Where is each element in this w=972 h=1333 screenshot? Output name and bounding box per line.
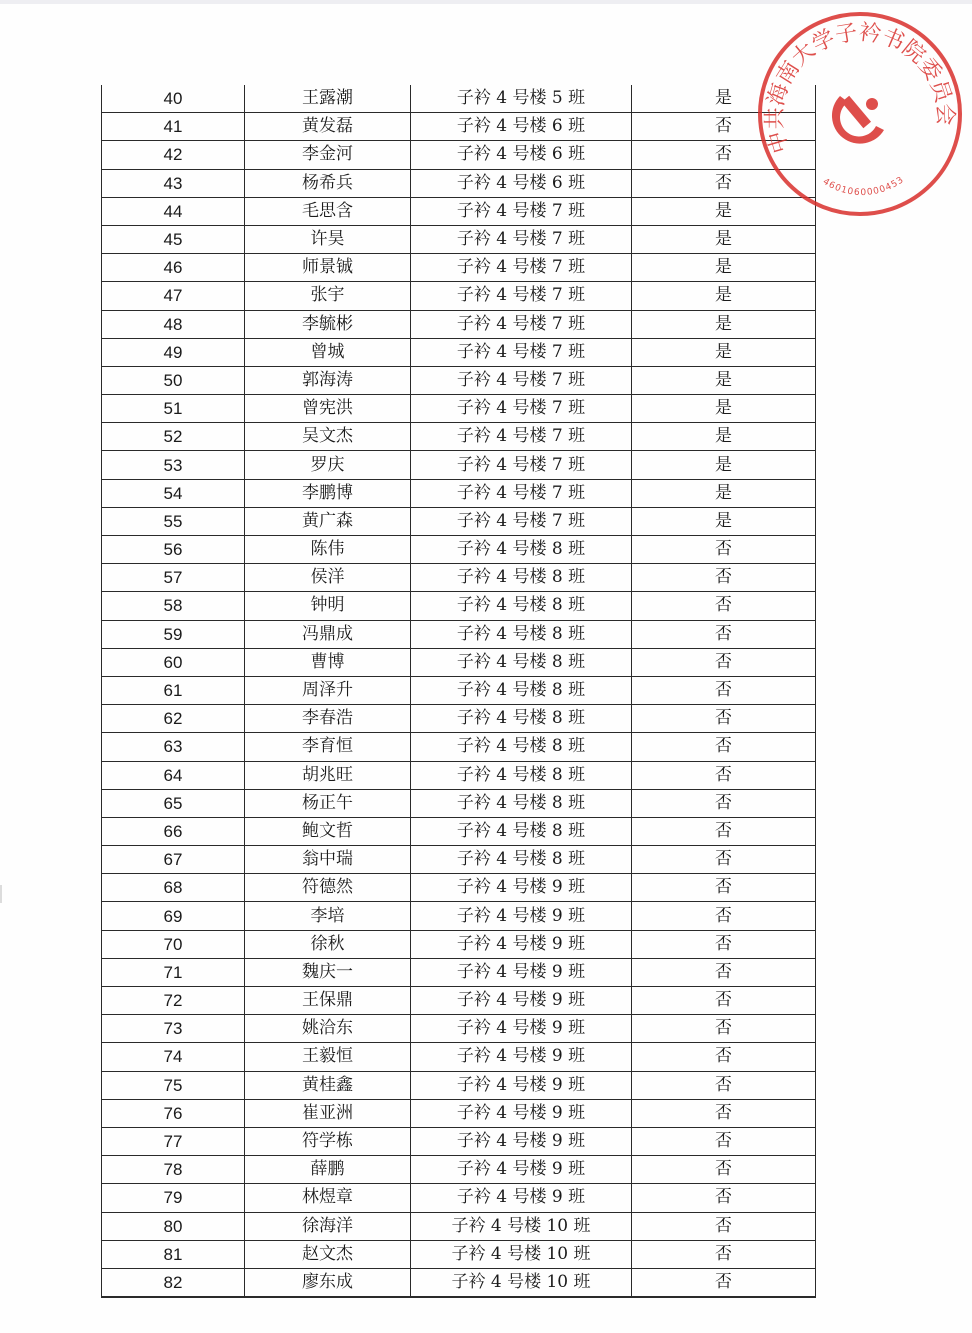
table-row xyxy=(102,846,816,874)
flag-cell: 否 xyxy=(632,705,816,733)
row-number-cell: 69 xyxy=(102,902,245,930)
flag-cell: 否 xyxy=(632,1212,816,1240)
class-cell: 子衿 4 号楼 6 班 xyxy=(411,113,632,141)
row-number-cell: 80 xyxy=(102,1212,245,1240)
flag-cell: 否 xyxy=(632,846,816,874)
flag-cell: 否 xyxy=(632,1240,816,1268)
table-row xyxy=(102,676,816,704)
name-cell: 李金河 xyxy=(245,141,411,169)
row-number-cell: 56 xyxy=(102,536,245,564)
row-number-cell: 50 xyxy=(102,366,245,394)
flag-cell: 否 xyxy=(632,564,816,592)
class-cell: 子衿 4 号楼 9 班 xyxy=(411,902,632,930)
class-cell: 子衿 4 号楼 8 班 xyxy=(411,817,632,845)
flag-cell: 否 xyxy=(632,592,816,620)
class-cell: 子衿 4 号楼 9 班 xyxy=(411,1127,632,1155)
row-number-cell: 62 xyxy=(102,705,245,733)
flag-cell: 否 xyxy=(632,1099,816,1127)
flag-cell: 否 xyxy=(632,648,816,676)
row-number-cell: 72 xyxy=(102,987,245,1015)
table-row xyxy=(102,169,816,197)
row-number-cell: 78 xyxy=(102,1156,245,1184)
table-row xyxy=(102,874,816,902)
name-cell: 李育恒 xyxy=(245,733,411,761)
table-row xyxy=(102,282,816,310)
name-cell: 陈伟 xyxy=(245,536,411,564)
row-number-cell: 76 xyxy=(102,1099,245,1127)
table-row xyxy=(102,930,816,958)
table-row xyxy=(102,1071,816,1099)
table-row xyxy=(102,366,816,394)
flag-cell: 否 xyxy=(632,1043,816,1071)
name-cell: 杨正午 xyxy=(245,789,411,817)
name-cell: 王露潮 xyxy=(245,85,411,113)
class-cell: 子衿 4 号楼 9 班 xyxy=(411,1184,632,1212)
table-row xyxy=(102,1268,816,1297)
row-number-cell: 59 xyxy=(102,620,245,648)
class-cell: 子衿 4 号楼 10 班 xyxy=(411,1240,632,1268)
flag-cell: 否 xyxy=(632,902,816,930)
table-row xyxy=(102,958,816,986)
class-cell: 子衿 4 号楼 9 班 xyxy=(411,958,632,986)
row-number-cell: 51 xyxy=(102,395,245,423)
name-cell: 徐海洋 xyxy=(245,1212,411,1240)
table-row xyxy=(102,451,816,479)
name-cell: 黄桂鑫 xyxy=(245,1071,411,1099)
class-cell: 子衿 4 号楼 9 班 xyxy=(411,1099,632,1127)
class-cell: 子衿 4 号楼 6 班 xyxy=(411,141,632,169)
name-cell: 郭海涛 xyxy=(245,366,411,394)
name-cell: 毛思含 xyxy=(245,197,411,225)
flag-cell: 是 xyxy=(632,310,816,338)
flag-cell: 否 xyxy=(632,676,816,704)
flag-cell: 否 xyxy=(632,620,816,648)
class-cell: 子衿 4 号楼 7 班 xyxy=(411,225,632,253)
name-cell: 侯洋 xyxy=(245,564,411,592)
table-row xyxy=(102,789,816,817)
name-cell: 张宇 xyxy=(245,282,411,310)
name-cell: 李毓彬 xyxy=(245,310,411,338)
table-row xyxy=(102,817,816,845)
flag-cell: 否 xyxy=(632,1071,816,1099)
row-number-cell: 48 xyxy=(102,310,245,338)
table-row xyxy=(102,536,816,564)
row-number-cell: 58 xyxy=(102,592,245,620)
class-cell: 子衿 4 号楼 7 班 xyxy=(411,338,632,366)
row-number-cell: 64 xyxy=(102,761,245,789)
table-row xyxy=(102,225,816,253)
name-cell: 魏庆一 xyxy=(245,958,411,986)
table-row xyxy=(102,423,816,451)
class-cell: 子衿 4 号楼 8 班 xyxy=(411,620,632,648)
table-row xyxy=(102,310,816,338)
row-number-cell: 63 xyxy=(102,733,245,761)
flag-cell: 是 xyxy=(632,395,816,423)
name-cell: 许昊 xyxy=(245,225,411,253)
name-cell: 崔亚洲 xyxy=(245,1099,411,1127)
class-cell: 子衿 4 号楼 8 班 xyxy=(411,789,632,817)
class-cell: 子衿 4 号楼 8 班 xyxy=(411,846,632,874)
flag-cell: 是 xyxy=(632,85,816,113)
name-cell: 曾宪洪 xyxy=(245,395,411,423)
table-row xyxy=(102,620,816,648)
name-cell: 鲍文哲 xyxy=(245,817,411,845)
class-cell: 子衿 4 号楼 9 班 xyxy=(411,1071,632,1099)
table-row xyxy=(102,1099,816,1127)
name-cell: 黄发磊 xyxy=(245,113,411,141)
table-row xyxy=(102,1127,816,1155)
name-cell: 杨希兵 xyxy=(245,169,411,197)
class-cell: 子衿 4 号楼 7 班 xyxy=(411,451,632,479)
flag-cell: 否 xyxy=(632,113,816,141)
row-number-cell: 65 xyxy=(102,789,245,817)
table-row xyxy=(102,592,816,620)
table-row xyxy=(102,761,816,789)
table-row xyxy=(102,1015,816,1043)
row-number-cell: 67 xyxy=(102,846,245,874)
class-cell: 子衿 4 号楼 7 班 xyxy=(411,254,632,282)
row-number-cell: 53 xyxy=(102,451,245,479)
name-cell: 曹博 xyxy=(245,648,411,676)
table-row xyxy=(102,705,816,733)
flag-cell: 是 xyxy=(632,282,816,310)
name-cell: 赵文杰 xyxy=(245,1240,411,1268)
table-row xyxy=(102,113,816,141)
class-cell: 子衿 4 号楼 7 班 xyxy=(411,507,632,535)
class-cell: 子衿 4 号楼 8 班 xyxy=(411,592,632,620)
class-cell: 子衿 4 号楼 9 班 xyxy=(411,930,632,958)
flag-cell: 是 xyxy=(632,225,816,253)
flag-cell: 否 xyxy=(632,1015,816,1043)
row-number-cell: 57 xyxy=(102,564,245,592)
flag-cell: 否 xyxy=(632,1156,816,1184)
name-cell: 符德然 xyxy=(245,874,411,902)
flag-cell: 否 xyxy=(632,817,816,845)
row-number-cell: 70 xyxy=(102,930,245,958)
row-number-cell: 75 xyxy=(102,1071,245,1099)
row-number-cell: 46 xyxy=(102,254,245,282)
row-number-cell: 71 xyxy=(102,958,245,986)
class-cell: 子衿 4 号楼 7 班 xyxy=(411,197,632,225)
class-cell: 子衿 4 号楼 8 班 xyxy=(411,648,632,676)
table-row xyxy=(102,648,816,676)
row-number-cell: 44 xyxy=(102,197,245,225)
flag-cell: 否 xyxy=(632,1268,816,1297)
name-cell: 曾城 xyxy=(245,338,411,366)
flag-cell: 是 xyxy=(632,197,816,225)
scan-artifact xyxy=(0,885,2,903)
name-cell: 翁中瑞 xyxy=(245,846,411,874)
class-cell: 子衿 4 号楼 8 班 xyxy=(411,705,632,733)
name-cell: 李鹏博 xyxy=(245,479,411,507)
class-cell: 子衿 4 号楼 7 班 xyxy=(411,479,632,507)
row-number-cell: 47 xyxy=(102,282,245,310)
flag-cell: 是 xyxy=(632,254,816,282)
row-number-cell: 81 xyxy=(102,1240,245,1268)
row-number-cell: 52 xyxy=(102,423,245,451)
table-row xyxy=(102,1212,816,1240)
row-number-cell: 66 xyxy=(102,817,245,845)
svg-text:4601060000453: 4601060000453 xyxy=(820,174,907,199)
class-cell: 子衿 4 号楼 10 班 xyxy=(411,1268,632,1297)
row-number-cell: 79 xyxy=(102,1184,245,1212)
row-number-cell: 61 xyxy=(102,676,245,704)
flag-cell: 否 xyxy=(632,930,816,958)
flag-cell: 否 xyxy=(632,874,816,902)
class-cell: 子衿 4 号楼 9 班 xyxy=(411,1043,632,1071)
table-row xyxy=(102,1184,816,1212)
flag-cell: 否 xyxy=(632,987,816,1015)
name-cell: 林煜章 xyxy=(245,1184,411,1212)
flag-cell: 是 xyxy=(632,338,816,366)
class-cell: 子衿 4 号楼 8 班 xyxy=(411,564,632,592)
name-cell: 徐秋 xyxy=(245,930,411,958)
table-row xyxy=(102,85,816,113)
student-list-table xyxy=(101,85,816,1298)
stamp-text: 中共海南大学子衿书院委员会 xyxy=(762,20,958,156)
viewer-top-edge xyxy=(0,0,972,4)
row-number-cell: 55 xyxy=(102,507,245,535)
class-cell: 子衿 4 号楼 8 班 xyxy=(411,676,632,704)
class-cell: 子衿 4 号楼 9 班 xyxy=(411,987,632,1015)
name-cell: 周泽升 xyxy=(245,676,411,704)
table-row xyxy=(102,1043,816,1071)
name-cell: 黄广森 xyxy=(245,507,411,535)
row-number-cell: 45 xyxy=(102,225,245,253)
name-cell: 姚洽东 xyxy=(245,1015,411,1043)
flag-cell: 否 xyxy=(632,958,816,986)
class-cell: 子衿 4 号楼 7 班 xyxy=(411,366,632,394)
class-cell: 子衿 4 号楼 5 班 xyxy=(411,85,632,113)
name-cell: 薛鹏 xyxy=(245,1156,411,1184)
table-row xyxy=(102,564,816,592)
flag-cell: 否 xyxy=(632,536,816,564)
row-number-cell: 41 xyxy=(102,113,245,141)
class-cell: 子衿 4 号楼 9 班 xyxy=(411,874,632,902)
flag-cell: 否 xyxy=(632,789,816,817)
class-cell: 子衿 4 号楼 8 班 xyxy=(411,761,632,789)
flag-cell: 否 xyxy=(632,761,816,789)
name-cell: 师景铖 xyxy=(245,254,411,282)
name-cell: 李培 xyxy=(245,902,411,930)
name-cell: 符学栋 xyxy=(245,1127,411,1155)
row-number-cell: 82 xyxy=(102,1268,245,1297)
table-row xyxy=(102,338,816,366)
table-row xyxy=(102,902,816,930)
row-number-cell: 54 xyxy=(102,479,245,507)
table-row xyxy=(102,395,816,423)
name-cell: 王毅恒 xyxy=(245,1043,411,1071)
flag-cell: 否 xyxy=(632,1127,816,1155)
class-cell: 子衿 4 号楼 6 班 xyxy=(411,169,632,197)
row-number-cell: 49 xyxy=(102,338,245,366)
name-cell: 钟明 xyxy=(245,592,411,620)
class-cell: 子衿 4 号楼 10 班 xyxy=(411,1212,632,1240)
table-row xyxy=(102,733,816,761)
flag-cell: 是 xyxy=(632,366,816,394)
row-number-cell: 40 xyxy=(102,85,245,113)
name-cell: 李春浩 xyxy=(245,705,411,733)
class-cell: 子衿 4 号楼 9 班 xyxy=(411,1156,632,1184)
table-row xyxy=(102,254,816,282)
class-cell: 子衿 4 号楼 7 班 xyxy=(411,395,632,423)
name-cell: 廖东成 xyxy=(245,1268,411,1297)
table-row xyxy=(102,1156,816,1184)
row-number-cell: 60 xyxy=(102,648,245,676)
flag-cell: 是 xyxy=(632,451,816,479)
table-row xyxy=(102,141,816,169)
row-number-cell: 77 xyxy=(102,1127,245,1155)
table-row xyxy=(102,987,816,1015)
row-number-cell: 68 xyxy=(102,874,245,902)
class-cell: 子衿 4 号楼 8 班 xyxy=(411,733,632,761)
flag-cell: 否 xyxy=(632,141,816,169)
name-cell: 罗庆 xyxy=(245,451,411,479)
class-cell: 子衿 4 号楼 9 班 xyxy=(411,1015,632,1043)
table-row xyxy=(102,197,816,225)
flag-cell: 是 xyxy=(632,423,816,451)
table-row xyxy=(102,1240,816,1268)
name-cell: 冯鼎成 xyxy=(245,620,411,648)
name-cell: 王保鼎 xyxy=(245,987,411,1015)
name-cell: 胡兆旺 xyxy=(245,761,411,789)
class-cell: 子衿 4 号楼 7 班 xyxy=(411,423,632,451)
table-row xyxy=(102,507,816,535)
table-body xyxy=(102,85,816,1297)
row-number-cell: 42 xyxy=(102,141,245,169)
class-cell: 子衿 4 号楼 7 班 xyxy=(411,282,632,310)
flag-cell: 是 xyxy=(632,479,816,507)
flag-cell: 是 xyxy=(632,507,816,535)
table-row xyxy=(102,479,816,507)
flag-cell: 否 xyxy=(632,1184,816,1212)
flag-cell: 否 xyxy=(632,169,816,197)
row-number-cell: 43 xyxy=(102,169,245,197)
row-number-cell: 73 xyxy=(102,1015,245,1043)
row-number-cell: 74 xyxy=(102,1043,245,1071)
flag-cell: 否 xyxy=(632,733,816,761)
name-cell: 吴文杰 xyxy=(245,423,411,451)
class-cell: 子衿 4 号楼 8 班 xyxy=(411,536,632,564)
class-cell: 子衿 4 号楼 7 班 xyxy=(411,310,632,338)
